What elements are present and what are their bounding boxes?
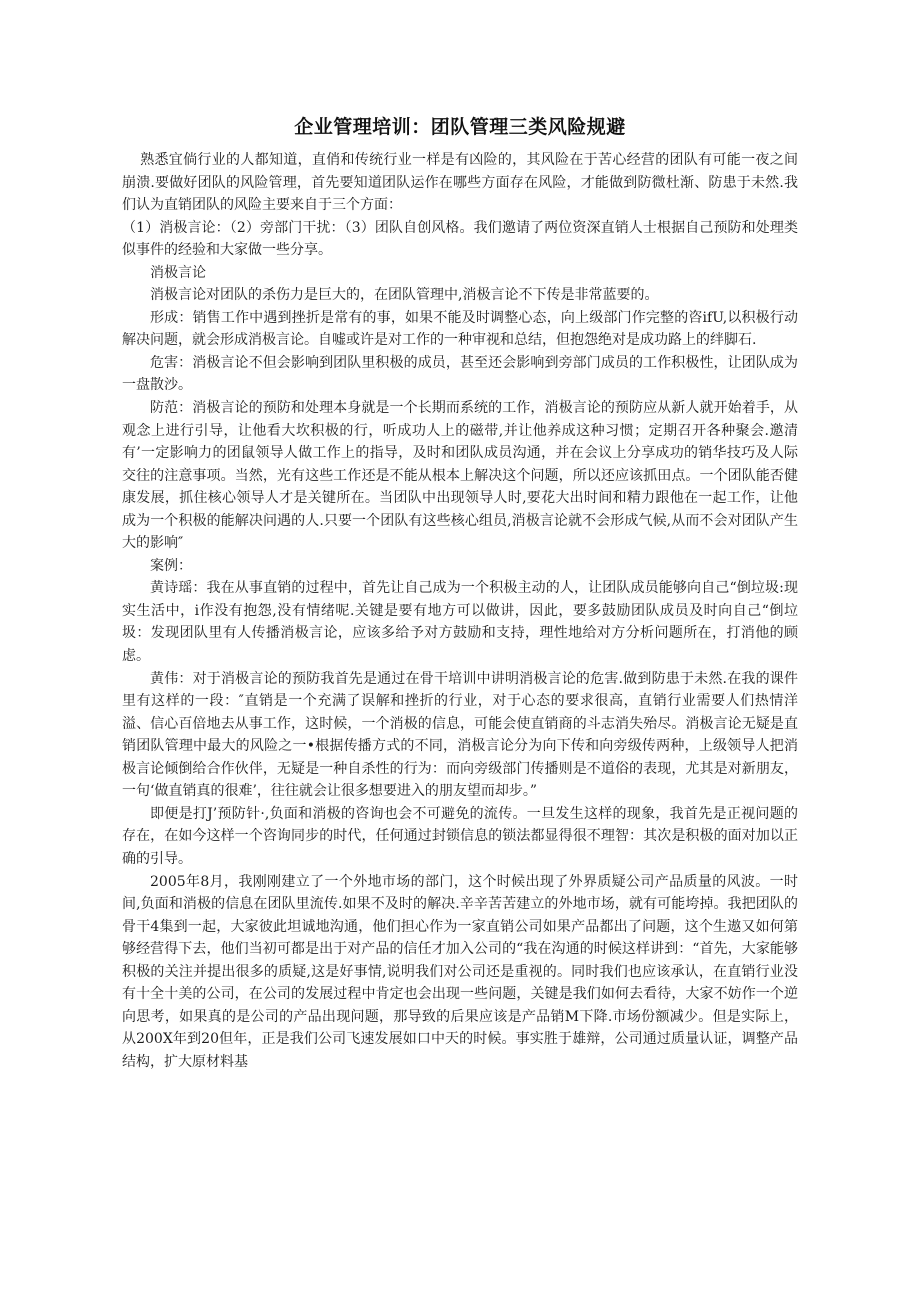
paragraph-case-huang-shiyao: 黄诗瑶：我在从事直销的过程中，首先让自己成为一个积极主动的人，让团队成员能够向自己“倒垃圾:现实生活中，i作没有抱怨,没有情绪呢.关键是要有地方可以做讲，因此，要多鼓励团队成员及时向自己“倒垃圾：发现团队里有人传播消极言论，应该多给予对方鼓励和支持，理性地给对方分析问题所在，打消他的顾虑。 [122,580,798,665]
paragraph-vaccination: 即便是打J’预防针·,负面和消极的咨询也会不可避免的流传。一旦发生这样的现象，我首先是正视问题的存在，在如今这样一个咨询同步的时代，任何通过封锁信息的锁法都显得很不理智：其次是积极的面对加以正确的引导。 [122,805,798,867]
paragraph-intro: 熟悉宜倘行业的人都知道，直俏和传统行业一样是有凶险的，其风险在于苦心经营的团队有可能一夜之间崩溃.要做好团队的风险管理，首先要知道团队运作在哪些方面存在风险，才能做到防微杜渐、防患于未然.我们认为直销团队的风险主要来自于三个方面： [122,152,798,214]
paragraph-negative-speech-impact: 消极言论对团队的杀伤力是巨大的，在团队管理中,消极言论不下传是非常蓝要的。 [150,287,659,304]
paragraph-case-huang-wei: 黄伟：对于消极言论的预防我首先是通过在骨干培训中讲明消极言论的危害.做到防患于未然.在我的课件里有这样的一段：″直销是一个充满了误解和挫折的行业，对于心态的要求很高，直销行业需要人们热情洋溢、信心百倍地去从事工作，这时候，一个消极的信息，可能会使直销商的斗志消失殆尽。消极言论无疑是直销团队管理中最大的风险之一•根据传播方式的不同，消极言论分为向下传和向旁级传两种，上级领导人把消极言论倾倒给合作伙伴，无疑是一种自杀性的行为：而向旁级部门传播则是不道俗的表现，尤其是对新朋友，一句‘做直销真的很难’，往往就会让很多想要进入的朋友望而却步。” [122,670,798,800]
paragraph-harm: 危害：消极言论不但会影响到团队里积极的成员，甚至还会影响到旁部门成员的工作积极性，让团队成为一盘散沙。 [122,354,798,394]
paragraph-2005-story: 2005年8月，我刚刚建立了一个外地市场的部门，这个时候出现了外界质疑公司产品质量的风波。一时间,负面和消极的信息在团队里流传.如果不及时的解决.辛辛苦苦建立的外地市场，就有可能垮掉。我把团队的骨干4集到一起，大家彼此坦诚地沟通，他们担心作为一家直销公司如果产品都出了问题，这个生遨又如何第够经营得下去，他们当初可都是出于对产品的信任才加入公司的“我在沟通的时候这样讲到：“首先，大家能够积极的关注并提出很多的质疑,这是好事情,说明我们对公司还是重视的。同时我们也应该承认，在直销行业没有十全十美的公司，在公司的发展过程中肯定也会出现一些问题，关键是我们如何去看待，大家不妨作一个逆向思考，如果真的是公司的产品出现问题，那导致的后果应该是产品销M下降.市场份额减少。但是实际上，从200X年到20但年，正是我们公司飞速发展如口中天的时候。事实胜于雄辩，公司通过质量认证，调整产品结构，扩大原材料基 [122,873,798,1070]
case-label: 案例： [150,557,192,574]
document-title: 企业管理培训：团队管理三类风险规避 [294,116,626,138]
paragraph-three-risks: （1）消极言论：（2）旁部门干扰：（3）团队自创风格。我们邀请了两位资深直销人士根据自己预防和处理类似事件的经验和大家做一些分享。 [122,219,798,259]
paragraph-formation: 形成：销售工作中遇到挫折是常有的事，如果不能及时调整心态，向上级部门作完整的咨ifU,以积极行动解决问题，就会形成消极言论。自嘘或许是对工作的一种审视和总结，但抱怨绝对是成功路上的绊脚石. [122,309,798,349]
paragraph-prevention: 防范：消极言论的预防和处理本身就是一个长期而系统的工作，消极言论的预防应从新人就开始着手，从观念上进行引导，让他看大坎积极的行，听成功人上的磁带,并让他养成这种习惯；定期召开各种聚会.邀清有’一定影响力的团鼠领导人做工作上的指导，及时和团队成员沟通，并在会议上分享成功的销华技巧及人际交往的注意事项。当然，光有这些工作还是不能从根本上解决这个问题，所以还应该抓田点。一个团队能否健康发展，抓住核心领导人才是关键所在。当团队中出现领导人时,要花大出时间和精力跟他在一起工作，让他成为一个积极的能解决问遇的人.只要一个团队有这些核心组员,消极言论就不会形成气候,从而不会对团队产生大的影响″ [122,400,798,552]
document-body [122,149,798,1073]
section-heading-negative-speech: 消极言论 [150,264,206,281]
